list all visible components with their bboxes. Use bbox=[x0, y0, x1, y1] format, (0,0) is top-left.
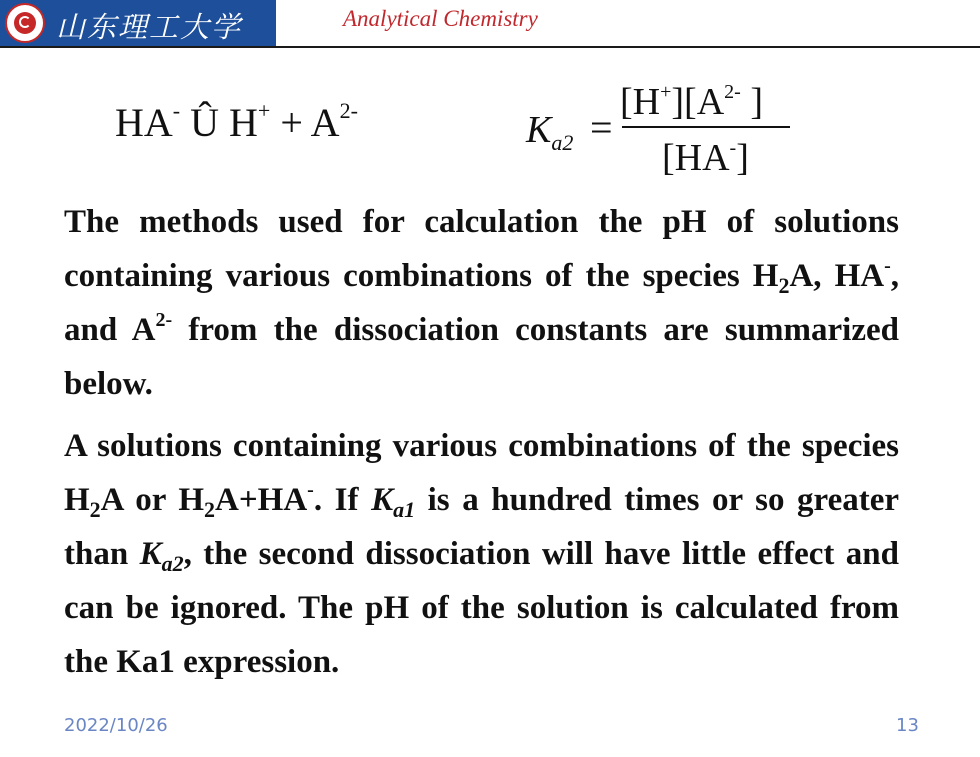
university-emblem-icon bbox=[5, 3, 45, 43]
ka2-denominator: [HA-] bbox=[662, 137, 749, 179]
slide-header bbox=[0, 0, 980, 48]
equals-sign: = bbox=[590, 105, 613, 150]
header-divider bbox=[0, 46, 980, 48]
slide-number: 13 bbox=[896, 715, 919, 736]
ka2-symbol: $K_{a2}$ bbox=[526, 109, 574, 155]
ka2-numerator: $[H^+][A^{2-}$ ] bbox=[620, 81, 763, 123]
slide-date: 2022/10/26 bbox=[64, 715, 168, 736]
university-name: 山东理工大学 bbox=[56, 10, 243, 44]
university-logo-band bbox=[0, 0, 276, 47]
equilibrium-arrow: Û bbox=[180, 100, 229, 145]
methods-paragraph: The methods used for calculation the pH of solutions containing various combinations of the species $H_2A$, HA-, and $A^{2-}$ from the dissociation constants are summarized below. bbox=[64, 204, 900, 402]
ka1-paragraph: A solutions containing various combinations of the species $H_2A$ or $H_2A+HA^-$. If $K_{a1}$ is a hundred times or so greater than $K_{a2}$, the second dissociation will have little effect and can be ignored. The pH of the solution is calculated from the Ka1 expression. bbox=[64, 428, 899, 680]
fraction-bar bbox=[622, 126, 790, 128]
dissociation-equation: HA- Û $H^+ + A^{2-}$ bbox=[115, 98, 358, 145]
course-title: Analytical Chemistry bbox=[343, 6, 538, 31]
